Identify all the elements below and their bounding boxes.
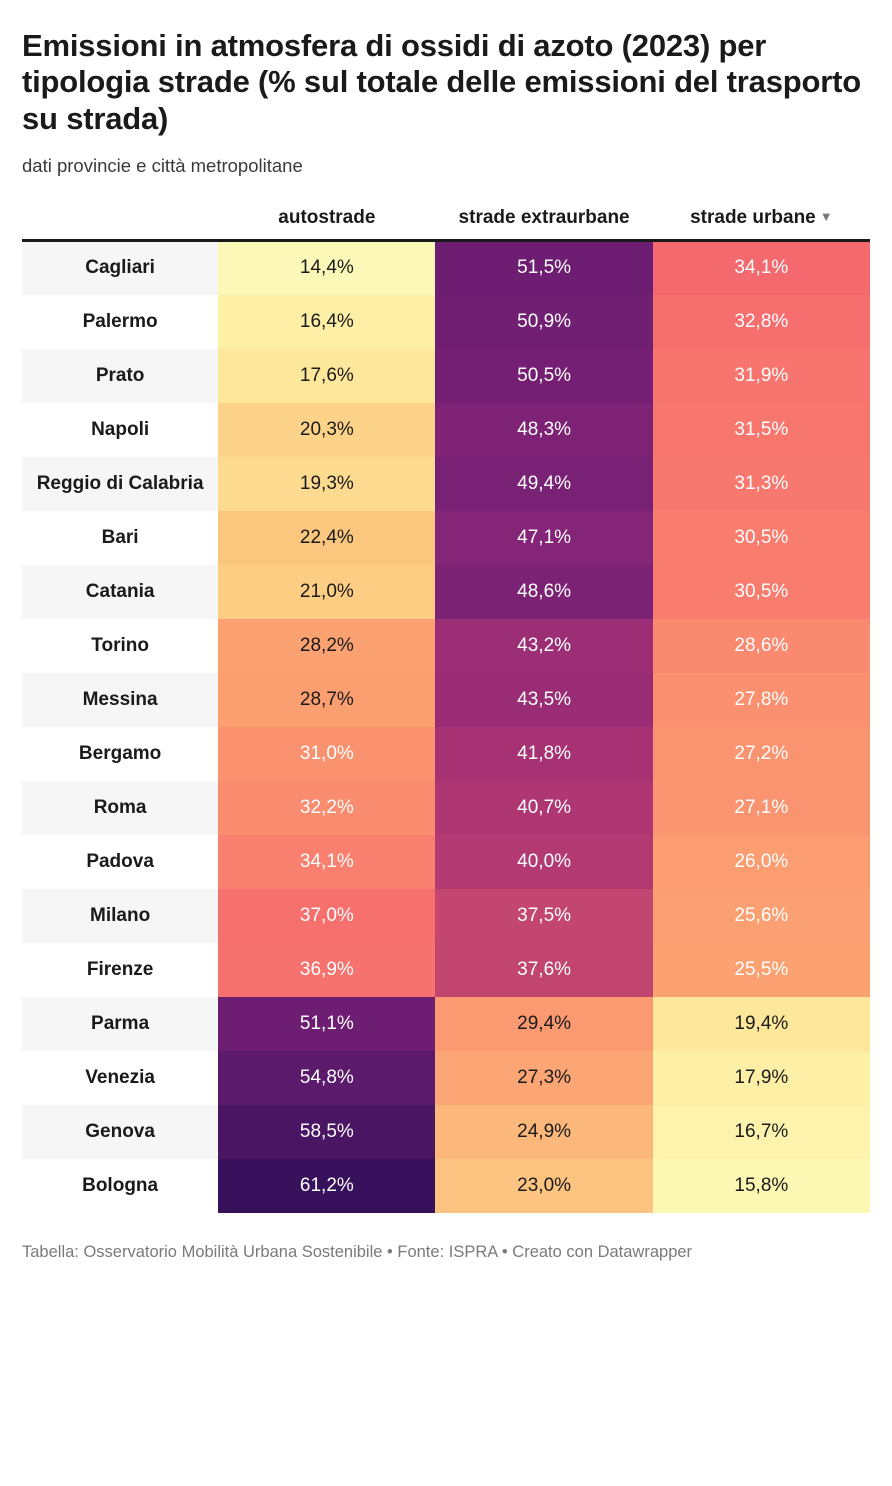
cell-autostrade-genova: 58,5% <box>218 1105 435 1159</box>
cell-strade-extraurbane-venezia: 27,3% <box>435 1051 652 1105</box>
row-label-messina: Messina <box>22 673 218 727</box>
table-row <box>22 1159 870 1213</box>
table-row <box>22 835 870 889</box>
table-row <box>22 673 870 727</box>
column-header-strade-urbane[interactable] <box>653 207 870 241</box>
row-label-bari: Bari <box>22 511 218 565</box>
cell-strade-urbane-bologna: 15,8% <box>653 1159 870 1213</box>
cell-strade-urbane-genova: 16,7% <box>653 1105 870 1159</box>
cell-strade-urbane-napoli: 31,5% <box>653 403 870 457</box>
cell-strade-extraurbane-firenze: 37,6% <box>435 943 652 997</box>
cell-autostrade-palermo: 16,4% <box>218 295 435 349</box>
cell-strade-extraurbane-napoli: 48,3% <box>435 403 652 457</box>
cell-strade-urbane-parma: 19,4% <box>653 997 870 1051</box>
cell-strade-urbane-reggio-di-calabria: 31,3% <box>653 457 870 511</box>
table-row <box>22 241 870 295</box>
cell-strade-extraurbane-palermo: 50,9% <box>435 295 652 349</box>
column-header-strade-extraurbane-label: strade extraurbane <box>458 206 630 228</box>
cell-strade-extraurbane-reggio-di-calabria: 49,4% <box>435 457 652 511</box>
table-row <box>22 349 870 403</box>
cell-strade-urbane-firenze: 25,5% <box>653 943 870 997</box>
cell-strade-extraurbane-genova: 24,9% <box>435 1105 652 1159</box>
table-row <box>22 727 870 781</box>
table-row <box>22 997 870 1051</box>
row-label-roma: Roma <box>22 781 218 835</box>
cell-strade-urbane-cagliari: 34,1% <box>653 241 870 295</box>
cell-strade-urbane-roma: 27,1% <box>653 781 870 835</box>
table-row <box>22 403 870 457</box>
row-label-genova: Genova <box>22 1105 218 1159</box>
cell-strade-extraurbane-torino: 43,2% <box>435 619 652 673</box>
table-row <box>22 295 870 349</box>
cell-strade-urbane-milano: 25,6% <box>653 889 870 943</box>
table-header <box>22 207 870 241</box>
cell-strade-urbane-prato: 31,9% <box>653 349 870 403</box>
row-label-catania: Catania <box>22 565 218 619</box>
row-label-palermo: Palermo <box>22 295 218 349</box>
column-header-province[interactable] <box>22 207 218 241</box>
cell-autostrade-messina: 28,7% <box>218 673 435 727</box>
cell-strade-extraurbane-cagliari: 51,5% <box>435 241 652 295</box>
cell-strade-extraurbane-catania: 48,6% <box>435 565 652 619</box>
cell-autostrade-bergamo: 31,0% <box>218 727 435 781</box>
column-header-autostrade[interactable] <box>218 207 435 241</box>
emissions-table <box>22 207 870 1213</box>
column-header-strade-extraurbane[interactable] <box>435 207 652 241</box>
table-row <box>22 457 870 511</box>
page-title: Emissioni in atmosfera di ossidi di azoto (2023) per tipologia strade (% sul totale delle emissioni del trasporto su strada) <box>22 28 861 136</box>
cell-autostrade-reggio-di-calabria: 19,3% <box>218 457 435 511</box>
cell-strade-extraurbane-milano: 37,5% <box>435 889 652 943</box>
cell-strade-extraurbane-padova: 40,0% <box>435 835 652 889</box>
column-header-autostrade-label: autostrade <box>278 206 376 228</box>
table-row <box>22 1105 870 1159</box>
cell-autostrade-parma: 51,1% <box>218 997 435 1051</box>
cell-strade-urbane-bari: 30,5% <box>653 511 870 565</box>
row-label-padova: Padova <box>22 835 218 889</box>
cell-strade-extraurbane-roma: 40,7% <box>435 781 652 835</box>
table-row <box>22 1051 870 1105</box>
row-label-venezia: Venezia <box>22 1051 218 1105</box>
row-label-torino: Torino <box>22 619 218 673</box>
cell-autostrade-milano: 37,0% <box>218 889 435 943</box>
cell-strade-urbane-catania: 30,5% <box>653 565 870 619</box>
row-label-firenze: Firenze <box>22 943 218 997</box>
row-label-bergamo: Bergamo <box>22 727 218 781</box>
page-subtitle: dati provincie e città metropolitane <box>22 154 303 176</box>
cell-strade-extraurbane-prato: 50,5% <box>435 349 652 403</box>
cell-strade-extraurbane-bergamo: 41,8% <box>435 727 652 781</box>
cell-autostrade-padova: 34,1% <box>218 835 435 889</box>
cell-autostrade-roma: 32,2% <box>218 781 435 835</box>
cell-autostrade-bari: 22,4% <box>218 511 435 565</box>
table-footer-note: Tabella: Osservatorio Mobilità Urbana Sostenibile • Fonte: ISPRA • Creato con Datawrapper <box>22 1242 693 1261</box>
table-body <box>22 241 870 1213</box>
table-row <box>22 781 870 835</box>
table-row <box>22 619 870 673</box>
row-label-cagliari: Cagliari <box>22 241 218 295</box>
cell-autostrade-bologna: 61,2% <box>218 1159 435 1213</box>
cell-autostrade-catania: 21,0% <box>218 565 435 619</box>
row-label-parma: Parma <box>22 997 218 1051</box>
row-label-prato: Prato <box>22 349 218 403</box>
cell-autostrade-prato: 17,6% <box>218 349 435 403</box>
row-label-milano: Milano <box>22 889 218 943</box>
cell-strade-urbane-padova: 26,0% <box>653 835 870 889</box>
row-label-reggio-di-calabria: Reggio di Calabria <box>22 457 218 511</box>
cell-strade-urbane-torino: 28,6% <box>653 619 870 673</box>
row-label-napoli: Napoli <box>22 403 218 457</box>
cell-strade-urbane-venezia: 17,9% <box>653 1051 870 1105</box>
cell-strade-extraurbane-messina: 43,5% <box>435 673 652 727</box>
table-header-row <box>22 207 870 241</box>
cell-strade-urbane-palermo: 32,8% <box>653 295 870 349</box>
cell-autostrade-cagliari: 14,4% <box>218 241 435 295</box>
table-row <box>22 565 870 619</box>
column-header-strade-urbane-label: strade urbane <box>690 206 816 228</box>
sort-descending-icon[interactable]: ▼ <box>819 208 833 224</box>
cell-autostrade-venezia: 54,8% <box>218 1051 435 1105</box>
table-row <box>22 511 870 565</box>
cell-strade-extraurbane-bologna: 23,0% <box>435 1159 652 1213</box>
table-row <box>22 943 870 997</box>
cell-autostrade-torino: 28,2% <box>218 619 435 673</box>
cell-autostrade-firenze: 36,9% <box>218 943 435 997</box>
table-row <box>22 889 870 943</box>
cell-strade-urbane-messina: 27,8% <box>653 673 870 727</box>
cell-strade-urbane-bergamo: 27,2% <box>653 727 870 781</box>
cell-strade-extraurbane-bari: 47,1% <box>435 511 652 565</box>
row-label-bologna: Bologna <box>22 1159 218 1213</box>
cell-autostrade-napoli: 20,3% <box>218 403 435 457</box>
cell-strade-extraurbane-parma: 29,4% <box>435 997 652 1051</box>
